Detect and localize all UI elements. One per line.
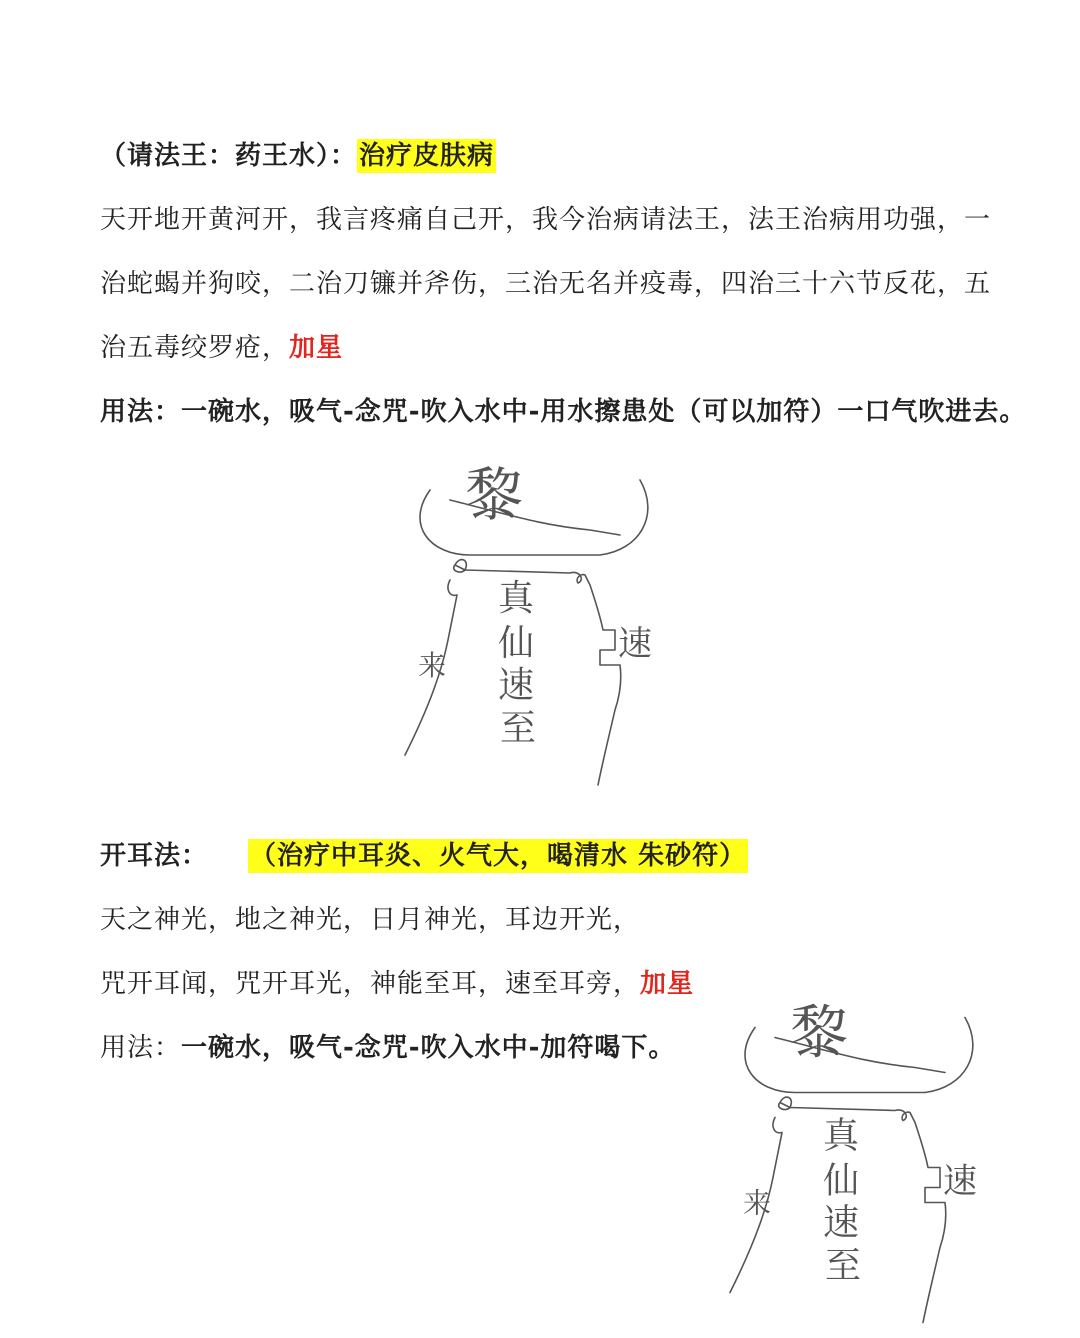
section1-title — [100, 138, 496, 174]
section1-star-label: 加星 — [289, 333, 344, 363]
talisman-top-char: 黎 — [465, 461, 524, 529]
section1-title-highlight: 治疗皮肤病 — [359, 141, 495, 171]
section2-usage — [100, 1030, 675, 1066]
talisman-center-char-4: 至 — [825, 1245, 862, 1287]
talisman-arc — [420, 480, 648, 555]
section1-incantation-line-3 — [100, 330, 343, 366]
section1-incantation-line-2: 治蛇蝎并狗咬，二治刀镰并斧伤，三治无名并疫毒，四治三十六节反花，五 — [100, 269, 992, 299]
section2-incantation-line-2-text: 咒开耳闻，咒开耳光，神能至耳，速至耳旁， — [100, 969, 641, 999]
talisman-top-char: 黎 — [790, 998, 849, 1067]
talisman-right-char: 速 — [618, 624, 652, 664]
talisman-center-char-2: 仙 — [498, 623, 535, 664]
section2-usage-prefix: 用法： — [100, 1033, 182, 1063]
talisman-center-char-3: 速 — [823, 1202, 860, 1244]
section1-usage: 用法：一碗水，吸气-念咒-吹入水中-用水擦患处（可以加符）一口气吹进去。 — [100, 397, 1027, 427]
section2-usage-rest: 一碗水，吸气-念咒-吹入水中-加符喝下。 — [181, 1033, 676, 1063]
section1-title-prefix: （请法王：药王水）： — [100, 141, 358, 171]
talisman-arc — [745, 1018, 973, 1093]
talisman-drawing-1 — [390, 455, 690, 795]
section2-incantation-line-2 — [100, 966, 694, 1002]
section2-title — [100, 838, 748, 874]
section2-title-prefix: 开耳法： — [100, 841, 209, 871]
talisman-drawing-2 — [715, 990, 1015, 1335]
talisman-outline — [454, 560, 621, 785]
talisman-center-char-3: 速 — [498, 665, 535, 706]
talisman-outline — [779, 1097, 946, 1322]
section1-incantation-line-1: 天开地开黄河开，我言疼痛自己开，我今治病请法王，法王治病用功强，一 — [100, 205, 992, 235]
section2-incantation-line-1: 天之神光，地之神光，日月神光，耳边开光， — [100, 905, 641, 935]
talisman-left-char: 来 — [743, 1186, 772, 1220]
talisman-left-char: 来 — [418, 649, 447, 682]
talisman-center-char-1: 真 — [823, 1115, 860, 1157]
section2-star-label: 加星 — [640, 969, 695, 999]
talisman-center-char-2: 仙 — [823, 1160, 860, 1202]
section1-incantation-line-3-text: 治五毒绞罗疮， — [100, 333, 290, 363]
talisman-center-char-4: 至 — [500, 708, 537, 749]
talisman-center-char-1: 真 — [498, 578, 535, 619]
talisman-right-char: 速 — [943, 1161, 977, 1202]
section2-title-highlight: （治疗中耳炎、火气大，喝清水 朱砂符） — [250, 841, 747, 871]
